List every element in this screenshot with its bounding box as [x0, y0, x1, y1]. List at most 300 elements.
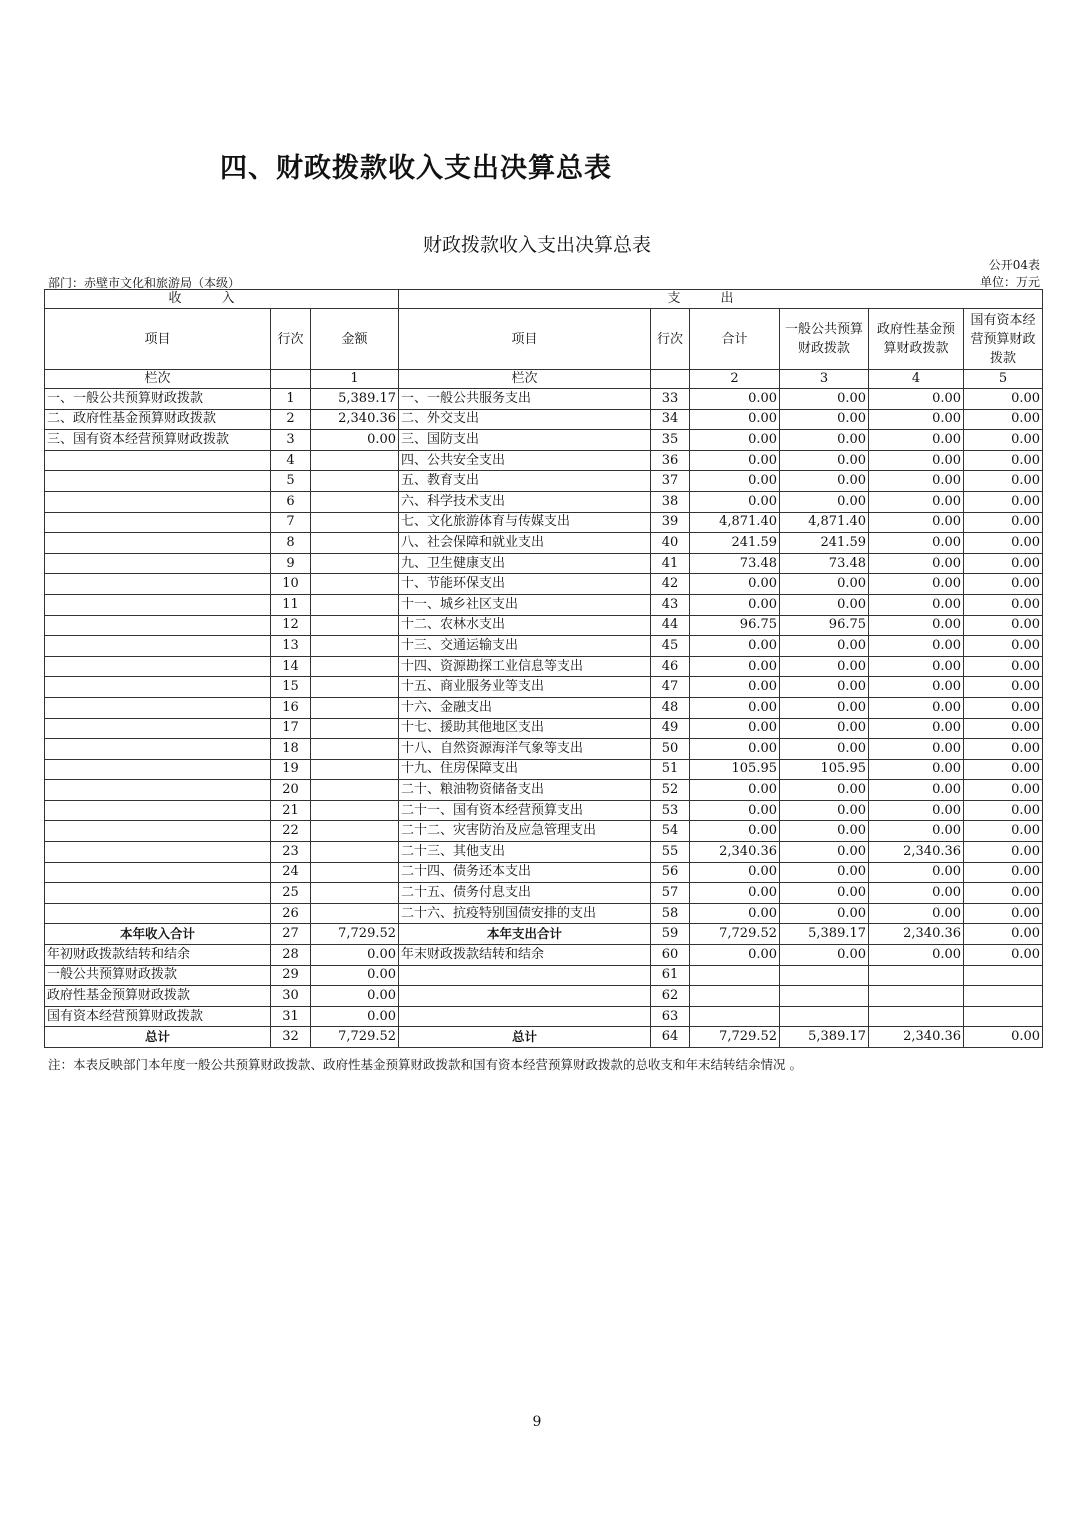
expense-general: 0.00: [780, 903, 869, 924]
expense-item: 二十、粮油物资储备支出: [399, 780, 651, 801]
expense-state: 0.00: [964, 594, 1043, 615]
expense-row-no: 50: [651, 739, 690, 760]
expense-general: 0.00: [780, 697, 869, 718]
expense-total: 0.00: [690, 430, 780, 451]
expense-general: 0.00: [780, 636, 869, 657]
expense-general: 0.00: [780, 471, 869, 492]
column-index-row: [45, 370, 1043, 389]
expense-general: 5,389.17: [780, 924, 869, 945]
index-3: 3: [780, 370, 869, 389]
expense-total: 7,729.52: [690, 1027, 780, 1048]
expense-row-no: 56: [651, 862, 690, 883]
income-item: 年初财政拨款结转和结余: [45, 945, 271, 966]
expense-row-no: 43: [651, 594, 690, 615]
section-expense: 支出: [399, 290, 1043, 309]
footnote: 注：本表反映部门本年度一般公共预算财政拨款、政府性基金预算财政拨款和国有资本经营预算财政拨款的总收支和年末结转结余情况 。: [48, 1057, 802, 1072]
expense-fund: 0.00: [869, 594, 964, 615]
expense-total: 0.00: [690, 636, 780, 657]
income-amount: [311, 512, 399, 533]
income-item: [45, 842, 271, 863]
unit-label: 单位：万元: [979, 275, 1040, 289]
expense-total: [690, 1006, 780, 1027]
expense-general: 105.95: [780, 759, 869, 780]
expense-row-no: 39: [651, 512, 690, 533]
expense-fund: 0.00: [869, 862, 964, 883]
expense-total: 0.00: [690, 574, 780, 595]
expense-row-no: 48: [651, 697, 690, 718]
income-item: 政府性基金预算财政拨款: [45, 986, 271, 1007]
table-row: [45, 800, 1043, 821]
income-item: [45, 450, 271, 471]
expense-fund: 0.00: [869, 471, 964, 492]
income-row-no: 11: [271, 594, 311, 615]
income-item: [45, 677, 271, 698]
income-row-no: 21: [271, 800, 311, 821]
section-income: 收入: [45, 290, 399, 309]
expense-row-no: 62: [651, 986, 690, 1007]
expense-row-no: 34: [651, 409, 690, 430]
expense-general: 0.00: [780, 656, 869, 677]
expense-row-no: 42: [651, 574, 690, 595]
expense-total: 0.00: [690, 718, 780, 739]
table-row: [45, 842, 1043, 863]
income-amount: [311, 553, 399, 574]
table-row: [45, 430, 1043, 451]
income-amount: [311, 594, 399, 615]
expense-fund: 0.00: [869, 389, 964, 410]
income-amount: [311, 862, 399, 883]
expense-fund: 2,340.36: [869, 1027, 964, 1048]
expense-total: 0.00: [690, 739, 780, 760]
income-row-no: 5: [271, 471, 311, 492]
income-amount: 7,729.52: [311, 1027, 399, 1048]
income-amount: [311, 677, 399, 698]
expense-item: [399, 965, 651, 986]
table-row: [45, 883, 1043, 904]
expense-total: 0.00: [690, 697, 780, 718]
expense-total: 73.48: [690, 553, 780, 574]
income-amount: [311, 903, 399, 924]
income-row-no: 28: [271, 945, 311, 966]
expense-total: 0.00: [690, 471, 780, 492]
table-row: [45, 471, 1043, 492]
expense-total: 0.00: [690, 409, 780, 430]
expense-item: 十二、农林水支出: [399, 615, 651, 636]
income-amount: [311, 759, 399, 780]
income-amount: 7,729.52: [311, 924, 399, 945]
expense-total: [690, 986, 780, 1007]
expense-item: 三、国防支出: [399, 430, 651, 451]
expense-total: 0.00: [690, 800, 780, 821]
income-amount: [311, 491, 399, 512]
expense-row-no: 36: [651, 450, 690, 471]
expense-total: 105.95: [690, 759, 780, 780]
expense-fund: 0.00: [869, 430, 964, 451]
expense-item: 十七、援助其他地区支出: [399, 718, 651, 739]
expense-state: 0.00: [964, 862, 1043, 883]
table-row: [45, 533, 1043, 554]
expense-row-no: 35: [651, 430, 690, 451]
expense-state: 0.00: [964, 430, 1043, 451]
expense-row-no: 54: [651, 821, 690, 842]
expense-row-no: 63: [651, 1006, 690, 1027]
income-row-no: 30: [271, 986, 311, 1007]
income-row-no: 26: [271, 903, 311, 924]
table-row: [45, 780, 1043, 801]
expense-total: 0.00: [690, 903, 780, 924]
income-item: [45, 491, 271, 512]
income-amount: [311, 636, 399, 657]
col-header-row-no2: 行次: [651, 309, 690, 370]
income-row-no: 10: [271, 574, 311, 595]
expense-state: 0.00: [964, 739, 1043, 760]
income-row-no: 14: [271, 656, 311, 677]
table-title: 财政拨款收入支出决算总表: [422, 234, 651, 256]
income-item: [45, 594, 271, 615]
expense-total: 96.75: [690, 615, 780, 636]
expense-fund: 0.00: [869, 553, 964, 574]
table-row: [45, 594, 1043, 615]
column-header-row: [45, 309, 1043, 370]
expense-state: 0.00: [964, 615, 1043, 636]
income-item: [45, 512, 271, 533]
index-1: 1: [311, 370, 399, 389]
expense-row-no: 37: [651, 471, 690, 492]
index-label2: 栏次: [399, 370, 651, 389]
budget-table: [44, 289, 1043, 1048]
expense-state: 0.00: [964, 842, 1043, 863]
expense-fund: 0.00: [869, 450, 964, 471]
income-amount: [311, 780, 399, 801]
index-label: 栏次: [45, 370, 271, 389]
col-header-general: 一般公共预算财政拨款: [780, 309, 869, 370]
income-amount: [311, 883, 399, 904]
col-header-fund: 政府性基金预算财政拨款: [869, 309, 964, 370]
expense-row-no: 44: [651, 615, 690, 636]
expense-state: 0.00: [964, 512, 1043, 533]
income-row-no: 20: [271, 780, 311, 801]
section-header-row: [45, 290, 1043, 309]
index-blank2: [651, 370, 690, 389]
table-row: [45, 677, 1043, 698]
income-item: [45, 739, 271, 760]
expense-item: 七、文化旅游体育与传媒支出: [399, 512, 651, 533]
page-heading: 四、财政拨款收入支出决算总表: [220, 153, 612, 184]
table-row: [45, 903, 1043, 924]
expense-state: 0.00: [964, 471, 1043, 492]
expense-fund: 0.00: [869, 800, 964, 821]
expense-item: 二十二、灾害防治及应急管理支出: [399, 821, 651, 842]
income-item: [45, 862, 271, 883]
income-amount: 0.00: [311, 945, 399, 966]
table-row: [45, 450, 1043, 471]
expense-item: 十、节能环保支出: [399, 574, 651, 595]
expense-total: 0.00: [690, 677, 780, 698]
income-amount: [311, 450, 399, 471]
income-row-no: 27: [271, 924, 311, 945]
expense-total: 7,729.52: [690, 924, 780, 945]
expense-row-no: 40: [651, 533, 690, 554]
expense-item: 一、一般公共服务支出: [399, 389, 651, 410]
income-amount: [311, 574, 399, 595]
col-header-item2: 项目: [399, 309, 651, 370]
income-row-no: 18: [271, 739, 311, 760]
col-header-item: 项目: [45, 309, 271, 370]
expense-general: 0.00: [780, 842, 869, 863]
expense-total: 4,871.40: [690, 512, 780, 533]
income-row-no: 7: [271, 512, 311, 533]
table-row: [45, 574, 1043, 595]
income-row-no: 25: [271, 883, 311, 904]
table-row: [45, 759, 1043, 780]
expense-general: 0.00: [780, 739, 869, 760]
income-amount: [311, 615, 399, 636]
expense-row-no: 57: [651, 883, 690, 904]
expense-state: 0.00: [964, 821, 1043, 842]
department-label: 部门：赤壁市文化和旅游局（本级）: [48, 276, 241, 290]
income-item: [45, 574, 271, 595]
expense-general: 96.75: [780, 615, 869, 636]
expense-state: [964, 965, 1043, 986]
expense-row-no: 49: [651, 718, 690, 739]
income-amount: 0.00: [311, 430, 399, 451]
income-row-no: 32: [271, 1027, 311, 1048]
expense-state: 0.00: [964, 636, 1043, 657]
income-item: [45, 656, 271, 677]
income-amount: [311, 842, 399, 863]
expense-fund: 0.00: [869, 883, 964, 904]
income-amount: [311, 739, 399, 760]
table-row: [45, 1027, 1043, 1048]
expense-general: 73.48: [780, 553, 869, 574]
income-row-no: 22: [271, 821, 311, 842]
expense-state: 0.00: [964, 553, 1043, 574]
income-item: [45, 759, 271, 780]
income-amount: [311, 533, 399, 554]
index-2: 2: [690, 370, 780, 389]
income-item: 二、政府性基金预算财政拨款: [45, 409, 271, 430]
income-row-no: 13: [271, 636, 311, 657]
expense-state: 0.00: [964, 883, 1043, 904]
expense-fund: 2,340.36: [869, 924, 964, 945]
table-row: [45, 656, 1043, 677]
expense-state: 0.00: [964, 697, 1043, 718]
income-amount: [311, 471, 399, 492]
expense-general: 0.00: [780, 780, 869, 801]
expense-fund: 0.00: [869, 903, 964, 924]
income-item: [45, 553, 271, 574]
form-code: 公开04表: [988, 258, 1040, 272]
income-row-no: 23: [271, 842, 311, 863]
income-item: [45, 800, 271, 821]
income-item: [45, 697, 271, 718]
table-row: [45, 389, 1043, 410]
table-row: [45, 615, 1043, 636]
expense-row-no: 53: [651, 800, 690, 821]
income-item: 三、国有资本经营预算财政拨款: [45, 430, 271, 451]
income-amount: 0.00: [311, 965, 399, 986]
income-row-no: 3: [271, 430, 311, 451]
expense-state: 0.00: [964, 389, 1043, 410]
expense-general: 5,389.17: [780, 1027, 869, 1048]
expense-fund: [869, 965, 964, 986]
income-item: [45, 780, 271, 801]
expense-row-no: 46: [651, 656, 690, 677]
expense-item: 总计: [399, 1027, 651, 1048]
income-amount: 2,340.36: [311, 409, 399, 430]
table-row: [45, 491, 1043, 512]
col-header-amount: 金额: [311, 309, 399, 370]
expense-general: [780, 965, 869, 986]
income-row-no: 19: [271, 759, 311, 780]
expense-state: 0.00: [964, 780, 1043, 801]
income-item: 一般公共预算财政拨款: [45, 965, 271, 986]
expense-total: 0.00: [690, 883, 780, 904]
table-row: [45, 739, 1043, 760]
income-row-no: 31: [271, 1006, 311, 1027]
income-row-no: 29: [271, 965, 311, 986]
table-row: [45, 553, 1043, 574]
expense-general: 4,871.40: [780, 512, 869, 533]
expense-item: 二十四、债务还本支出: [399, 862, 651, 883]
expense-item: 四、公共安全支出: [399, 450, 651, 471]
expense-total: 0.00: [690, 821, 780, 842]
expense-fund: 0.00: [869, 821, 964, 842]
expense-general: 0.00: [780, 883, 869, 904]
table-row: [45, 636, 1043, 657]
expense-general: 241.59: [780, 533, 869, 554]
expense-row-no: 52: [651, 780, 690, 801]
col-header-state: 国有资本经营预算财政拨款: [964, 309, 1043, 370]
expense-general: [780, 1006, 869, 1027]
table-row: [45, 862, 1043, 883]
expense-state: 0.00: [964, 574, 1043, 595]
index-blank: [271, 370, 311, 389]
expense-fund: 0.00: [869, 491, 964, 512]
expense-row-no: 51: [651, 759, 690, 780]
expense-general: 0.00: [780, 862, 869, 883]
table-row: [45, 718, 1043, 739]
income-item: [45, 636, 271, 657]
income-amount: [311, 718, 399, 739]
expense-item: [399, 986, 651, 1007]
income-item: [45, 821, 271, 842]
expense-total: 0.00: [690, 594, 780, 615]
income-item: [45, 903, 271, 924]
income-item: 总计: [45, 1027, 271, 1048]
table-row: [45, 924, 1043, 945]
expense-state: 0.00: [964, 800, 1043, 821]
expense-state: 0.00: [964, 656, 1043, 677]
expense-fund: 0.00: [869, 677, 964, 698]
income-item: [45, 471, 271, 492]
income-amount: [311, 800, 399, 821]
expense-state: 0.00: [964, 903, 1043, 924]
table-row: [45, 821, 1043, 842]
income-row-no: 1: [271, 389, 311, 410]
expense-row-no: 59: [651, 924, 690, 945]
expense-total: 0.00: [690, 945, 780, 966]
income-amount: 5,389.17: [311, 389, 399, 410]
expense-fund: 0.00: [869, 780, 964, 801]
expense-fund: 0.00: [869, 739, 964, 760]
table-row: [45, 512, 1043, 533]
expense-item: 二十六、抗疫特别国债安排的支出: [399, 903, 651, 924]
expense-state: 0.00: [964, 450, 1043, 471]
expense-item: 十三、交通运输支出: [399, 636, 651, 657]
income-row-no: 9: [271, 553, 311, 574]
income-row-no: 16: [271, 697, 311, 718]
page-number: 9: [532, 1414, 542, 1430]
income-row-no: 17: [271, 718, 311, 739]
col-header-row-no: 行次: [271, 309, 311, 370]
expense-fund: 0.00: [869, 636, 964, 657]
expense-row-no: 47: [651, 677, 690, 698]
expense-state: 0.00: [964, 718, 1043, 739]
expense-row-no: 60: [651, 945, 690, 966]
expense-general: 0.00: [780, 574, 869, 595]
expense-item: 十一、城乡社区支出: [399, 594, 651, 615]
income-item: [45, 615, 271, 636]
expense-fund: 2,340.36: [869, 842, 964, 863]
expense-row-no: 45: [651, 636, 690, 657]
table-row: [45, 986, 1043, 1007]
expense-row-no: 38: [651, 491, 690, 512]
expense-item: [399, 1006, 651, 1027]
expense-fund: [869, 1006, 964, 1027]
income-row-no: 12: [271, 615, 311, 636]
expense-general: 0.00: [780, 677, 869, 698]
expense-state: 0.00: [964, 759, 1043, 780]
expense-general: 0.00: [780, 594, 869, 615]
income-amount: [311, 656, 399, 677]
table-row: [45, 409, 1043, 430]
expense-row-no: 64: [651, 1027, 690, 1048]
expense-state: 0.00: [964, 677, 1043, 698]
income-row-no: 8: [271, 533, 311, 554]
income-amount: [311, 697, 399, 718]
expense-fund: 0.00: [869, 697, 964, 718]
expense-item: 二、外交支出: [399, 409, 651, 430]
expense-item: 十九、住房保障支出: [399, 759, 651, 780]
income-item: 国有资本经营预算财政拨款: [45, 1006, 271, 1027]
expense-item: 二十一、国有资本经营预算支出: [399, 800, 651, 821]
expense-fund: 0.00: [869, 656, 964, 677]
expense-total: 0.00: [690, 656, 780, 677]
index-4: 4: [869, 370, 964, 389]
expense-general: 0.00: [780, 718, 869, 739]
col-header-total: 合计: [690, 309, 780, 370]
expense-state: 0.00: [964, 1027, 1043, 1048]
income-row-no: 6: [271, 491, 311, 512]
expense-general: 0.00: [780, 430, 869, 451]
table-row: [45, 945, 1043, 966]
expense-row-no: 58: [651, 903, 690, 924]
expense-general: 0.00: [780, 945, 869, 966]
expense-general: 0.00: [780, 491, 869, 512]
expense-fund: 0.00: [869, 718, 964, 739]
expense-total: 0.00: [690, 780, 780, 801]
expense-total: 0.00: [690, 862, 780, 883]
expense-row-no: 33: [651, 389, 690, 410]
expense-total: 2,340.36: [690, 842, 780, 863]
expense-fund: 0.00: [869, 409, 964, 430]
expense-state: 0.00: [964, 924, 1043, 945]
expense-item: 九、卫生健康支出: [399, 553, 651, 574]
expense-row-no: 61: [651, 965, 690, 986]
expense-total: [690, 965, 780, 986]
expense-item: 五、教育支出: [399, 471, 651, 492]
